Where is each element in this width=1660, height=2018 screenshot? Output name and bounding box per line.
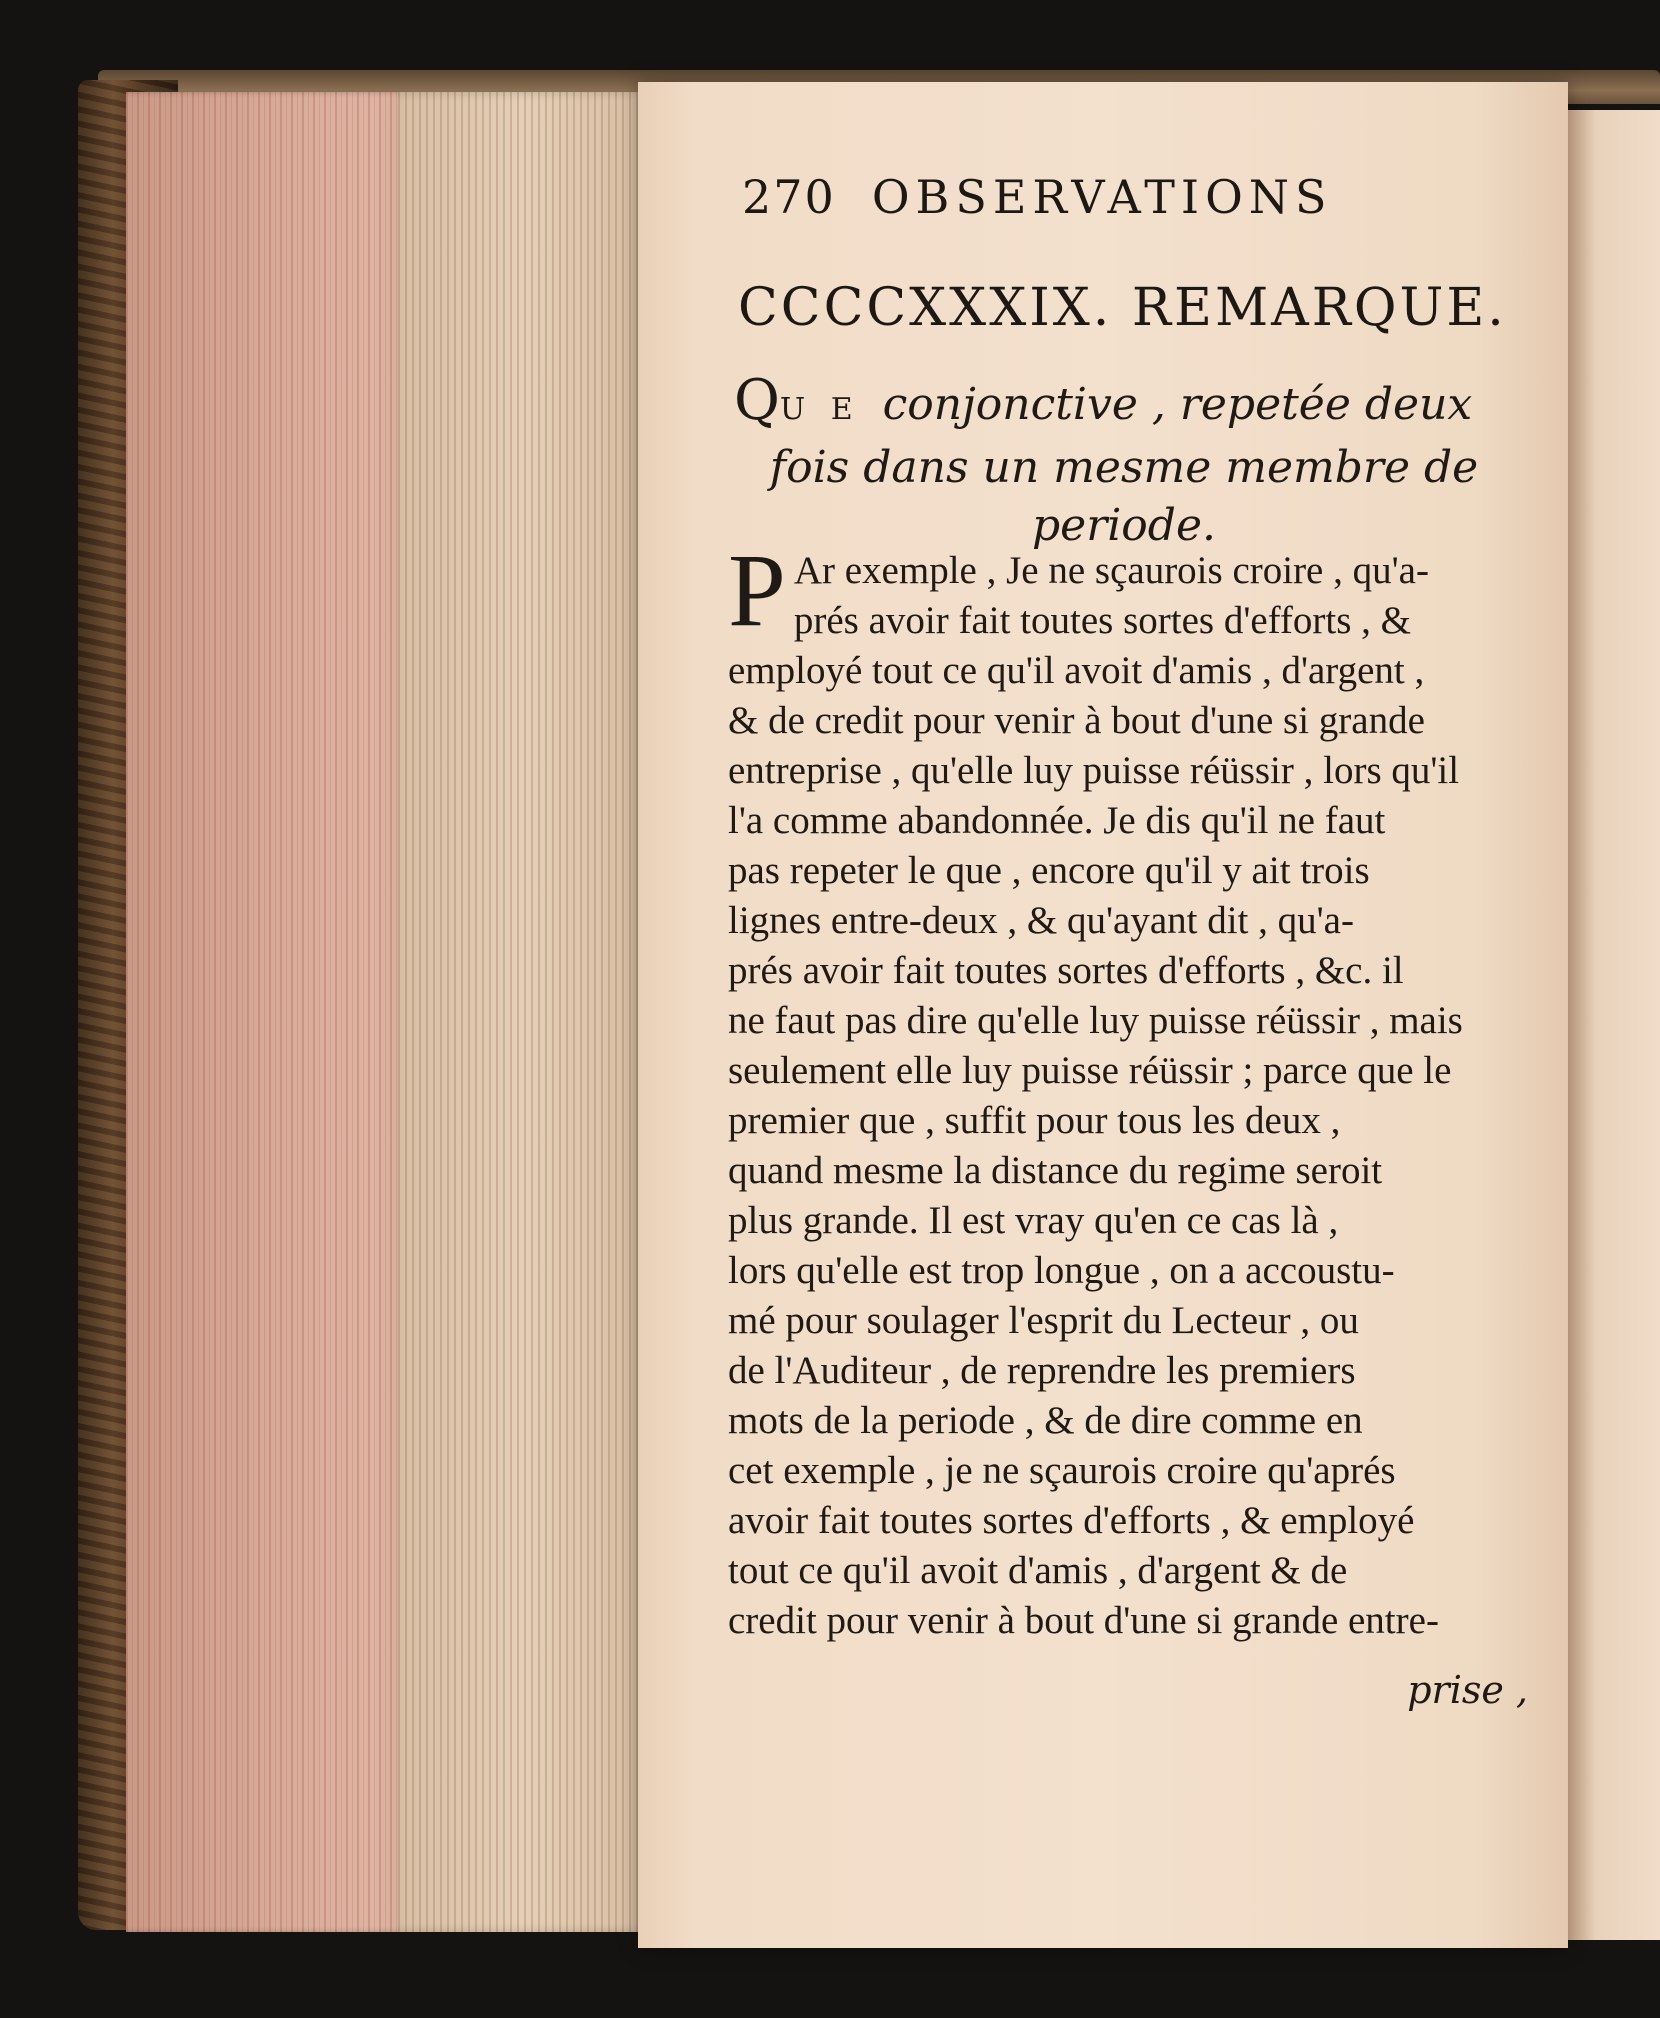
heading-line-3: periode.: [1032, 500, 1216, 551]
heading-line-1: [734, 368, 1514, 439]
text-line: mots de la periode , & de dire comme en: [728, 1399, 1363, 1442]
text-line: ne faut pas dire qu'elle luy puisse réüssir , mais: [728, 999, 1463, 1042]
running-title: OBSERVATIONS: [871, 170, 1333, 224]
facing-page-edge: [1568, 110, 1660, 1940]
text-line: plus grande. Il est vray qu'en ce cas là ,: [728, 1199, 1339, 1242]
text-line: quand mesme la distance du regime seroit: [728, 1149, 1383, 1192]
heading-initial: Q: [734, 368, 780, 433]
drop-cap: P: [728, 533, 786, 648]
page-number: 270: [742, 170, 836, 224]
text-line: l'a comme abandonnée. Je dis qu'il ne faut: [728, 799, 1386, 842]
text-line: pas repeter le que , encore qu'il y ait trois: [728, 849, 1370, 892]
text-line: tout ce qu'il avoit d'amis , d'argent & de: [728, 1549, 1348, 1592]
text-line: prés avoir fait toutes sortes d'efforts , &c. il: [728, 949, 1404, 992]
text-line: employé tout ce qu'il avoit d'amis , d'argent ,: [728, 649, 1425, 692]
text-line: prés avoir fait toutes sortes d'efforts , &: [793, 599, 1412, 642]
remark-heading: [734, 368, 1514, 555]
open-book: [78, 70, 1660, 2018]
text-line: de l'Auditeur , de reprendre les premiers: [728, 1349, 1356, 1392]
heading-line-2: fois dans un mesme membre de: [769, 442, 1479, 493]
text-line: & de credit pour venir à bout d'une si grande: [728, 699, 1425, 742]
running-head: [742, 170, 1502, 230]
text-line: credit pour venir à bout d'une si grande entre-: [728, 1599, 1439, 1642]
text-line: entreprise , qu'elle luy puisse réüssir , lors qu'il: [728, 749, 1460, 792]
text-line: premier que , suffit pour tous les deux ,: [728, 1099, 1341, 1142]
text-line: mé pour soulager l'esprit du Lecteur , ou: [728, 1299, 1359, 1342]
text-line: avoir fait toutes sortes d'efforts , & employé: [728, 1499, 1415, 1542]
book-page: [638, 82, 1568, 1948]
text-line: cet exemple , je ne sçaurois croire qu'aprés: [728, 1449, 1396, 1492]
remark-title: CCCCXXXIX. REMARQUE.: [738, 278, 1507, 338]
heading-initial-rest: U E: [779, 392, 861, 427]
text-line: seulement elle luy puisse réüssir ; parce que le: [728, 1049, 1452, 1092]
body-text: [728, 533, 1518, 1646]
page-edges-stack: [398, 92, 648, 1932]
catchword: prise ,: [1407, 1668, 1528, 1712]
heading-line-1-text: conjonctive , repetée deux: [882, 379, 1473, 430]
text-line: lignes entre-deux , & qu'ayant dit , qu'a-: [728, 899, 1354, 942]
text-line: lors qu'elle est trop longue , on a accoustu-: [728, 1249, 1395, 1292]
text-line: Ar exemple , Je ne sçaurois croire , qu'a-: [793, 549, 1429, 592]
